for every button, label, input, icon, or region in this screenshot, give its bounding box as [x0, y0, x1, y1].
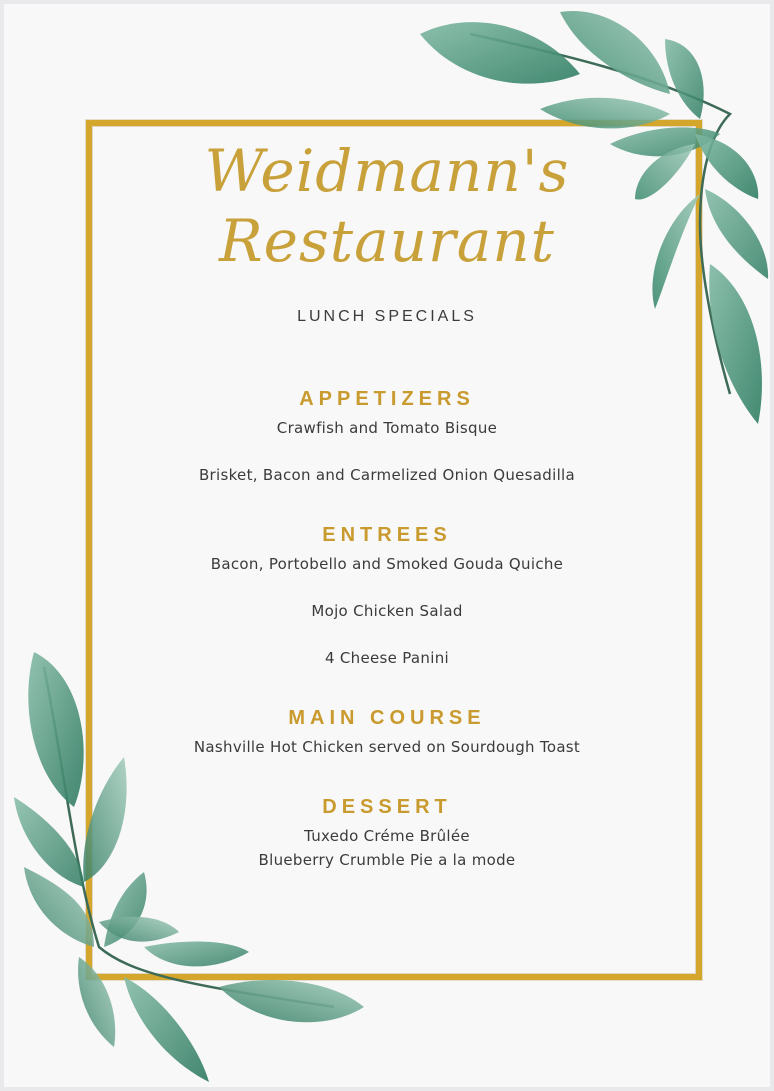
restaurant-name-line2: Restaurant — [219, 207, 555, 275]
menu-subtitle: LUNCH SPECIALS — [297, 308, 477, 325]
menu-page — [4, 4, 770, 1087]
section-heading-main-course: MAIN COURSE — [288, 707, 486, 729]
menu-item: Mojo Chicken Salad — [311, 602, 463, 620]
menu-item: Blueberry Crumble Pie a la mode — [258, 851, 516, 869]
menu-item: Brisket, Bacon and Carmelized Onion Quesadilla — [198, 466, 576, 484]
restaurant-name-line1: Weidmann's — [204, 137, 570, 205]
menu-item: Bacon, Portobello and Smoked Gouda Quiche — [210, 555, 564, 573]
menu-item: Nashville Hot Chicken served on Sourdough Toast — [193, 738, 581, 756]
section-heading-appetizers: APPETIZERS — [299, 388, 475, 410]
menu-item: Tuxedo Créme Brûlée — [304, 827, 470, 845]
section-heading-entrees: ENTREES — [322, 524, 452, 546]
section-heading-dessert: DESSERT — [322, 796, 452, 818]
menu-item: 4 Cheese Panini — [325, 649, 449, 667]
menu-item: Crawfish and Tomato Bisque — [276, 419, 498, 437]
